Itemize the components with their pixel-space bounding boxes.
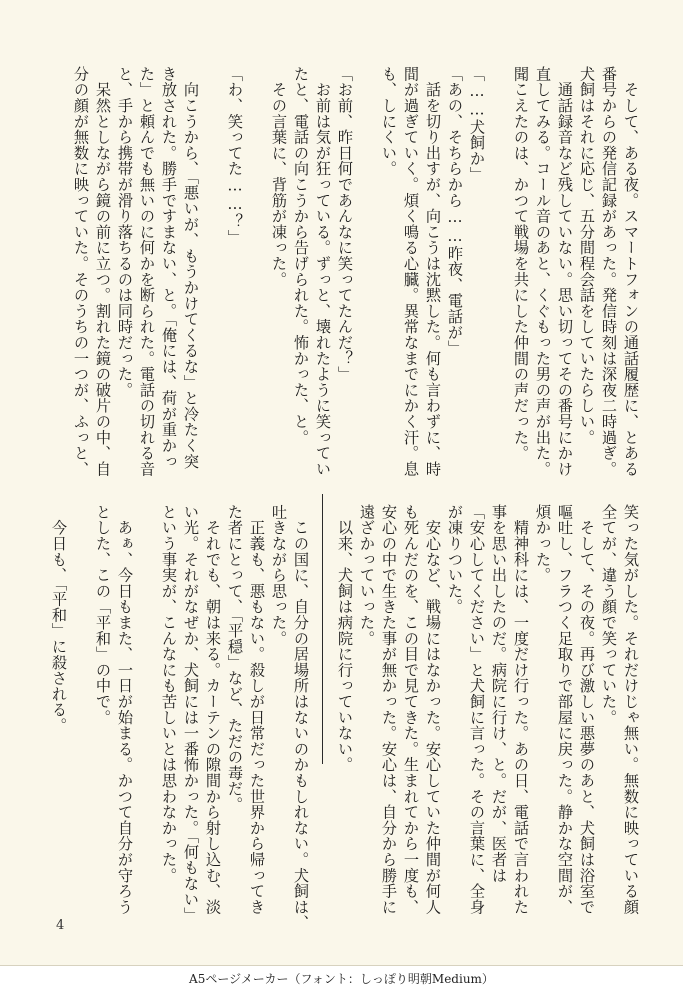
text-line: 「あの、そちらから……昨夜、電話が」 (446, 66, 464, 356)
text-line: 間が過ぎていく。煩く鳴る心臓。異常なまでにかく汗。息 (402, 66, 420, 477)
text-line: とした、この「平和」の中で。 (94, 504, 112, 726)
text-line: 「……犬飼か」 (468, 66, 486, 183)
page-number: 4 (56, 918, 65, 933)
text-line: た」と頼んでも無いのに何かを断られた。電話の切れる音 (138, 66, 156, 477)
text-line: も、しにくい。 (380, 66, 398, 177)
text-line: お前は気が狂っている。ずっと、壊れたように笑ってい (314, 66, 332, 477)
text-line: 煩かった。 (534, 504, 552, 583)
text-line: という事実が、こんなにも苦しいとは思わなかった。 (160, 504, 178, 884)
text-line: 聞こえたのは、かつて戦場を共にした仲間の声だった。 (512, 66, 530, 461)
text-line: 「お前、昨日何であんなに笑ってたんだ？」 (336, 66, 354, 382)
text-line: 事を思い出したのだ。病院に行け、と。だが、医者は (490, 504, 508, 884)
text-line: 呆然としながら鏡の前に立つ。割れた鏡の破片の中、自 (94, 66, 112, 477)
text-line: 今日も、「平和」に殺される。 (50, 504, 68, 734)
text-line: 遠ざかっていった。 (358, 504, 376, 647)
text-line: 話を切り出すが、向こうは沈黙した。何も言わずに、時 (424, 66, 442, 477)
text-line: 「わ、笑ってた……？」 (226, 66, 244, 246)
text-line: この国に、自分の居場所はないのかもしれない。犬飼は、 (292, 504, 310, 931)
text-line: 通話録音など残していない。思い切ってその番号にかけ (556, 66, 574, 477)
text-line: も死んだのを、この目で見てきた。生まれてから一度も、 (402, 504, 420, 915)
text-line: 「安心してください」と犬飼に言った。その言葉に、全身 (468, 504, 486, 915)
text-line: その言葉に、背筋が凍った。 (270, 66, 288, 288)
text-line: 嘔吐し、フラつく足取りで部屋に戻った。静かな空間が、 (556, 504, 574, 915)
text-line: 安心の中で生きた事が無かった。安心は、自分から勝手に (380, 504, 398, 915)
text-line: それでも、朝は来る。カーテンの隙間から射し込む、淡 (204, 504, 222, 915)
text-line: と、手から携帯が滑り落ちるのは同時だった。 (116, 66, 134, 398)
text-line: 犬飼はそれに応じ、五分間程会話をしていたらしい。 (578, 66, 596, 446)
text-line: 向こうから、「悪いが、もうかけてくるな」と冷たく突 (182, 66, 200, 470)
upper-text-block (0, 66, 683, 486)
text-line: 正義も、悪もない。殺しが日常だった世界から帰ってき (248, 504, 266, 915)
text-line: 全てが、違う顔で笑っていた。 (600, 504, 618, 726)
footer-caption: A5ページメーカー（フォント：しっぽり明朝Medium） (189, 972, 494, 986)
text-line: 以来、犬飼は病院に行っていない。 (336, 504, 354, 773)
text-line: 笑った気がした。それだけじゃ無い。無数に映っている顔 (622, 504, 640, 915)
text-line: が凍りついた。 (446, 504, 464, 615)
text-line: き放された。勝手ですまない、と。「俺には、荷が重かっ (160, 66, 178, 470)
text-line: 精神科には、一度だけ行った。あの日、電話で言われた (512, 504, 530, 915)
text-line: あぁ、今日もまた、一日が始まる。かつて自分が守ろう (116, 504, 134, 915)
text-line: そして、その夜。再び激しい悪夢のあと、犬飼は浴室で (578, 504, 596, 915)
text-line: そして、ある夜。スマートフォンの通話履歴に、とある (622, 66, 640, 477)
text-line: たと、電話の向こうから告げられた。怖かった、と。 (292, 66, 310, 446)
text-line: い光。それがなぜか、犬飼には一番怖かった。「何もない」 (182, 504, 200, 923)
text-line: 吐きながら思った。 (270, 504, 288, 647)
text-line: 直してみる。コール音のあと、くぐもった男の声が出た。 (534, 66, 552, 477)
text-line: 分の顔が無数に映っていた。そのうちの一つが、ふっと、 (72, 66, 90, 477)
text-line: た者にとって、「平穏」など、ただの毒だ。 (226, 504, 244, 813)
lower-text-block (0, 504, 683, 931)
text-line: 番号からの発信記録があった。発信時刻は深夜二時過ぎ。 (600, 66, 618, 477)
text-line: 安心など、戦場にはなかった。安心していた仲間が何人 (424, 504, 442, 915)
